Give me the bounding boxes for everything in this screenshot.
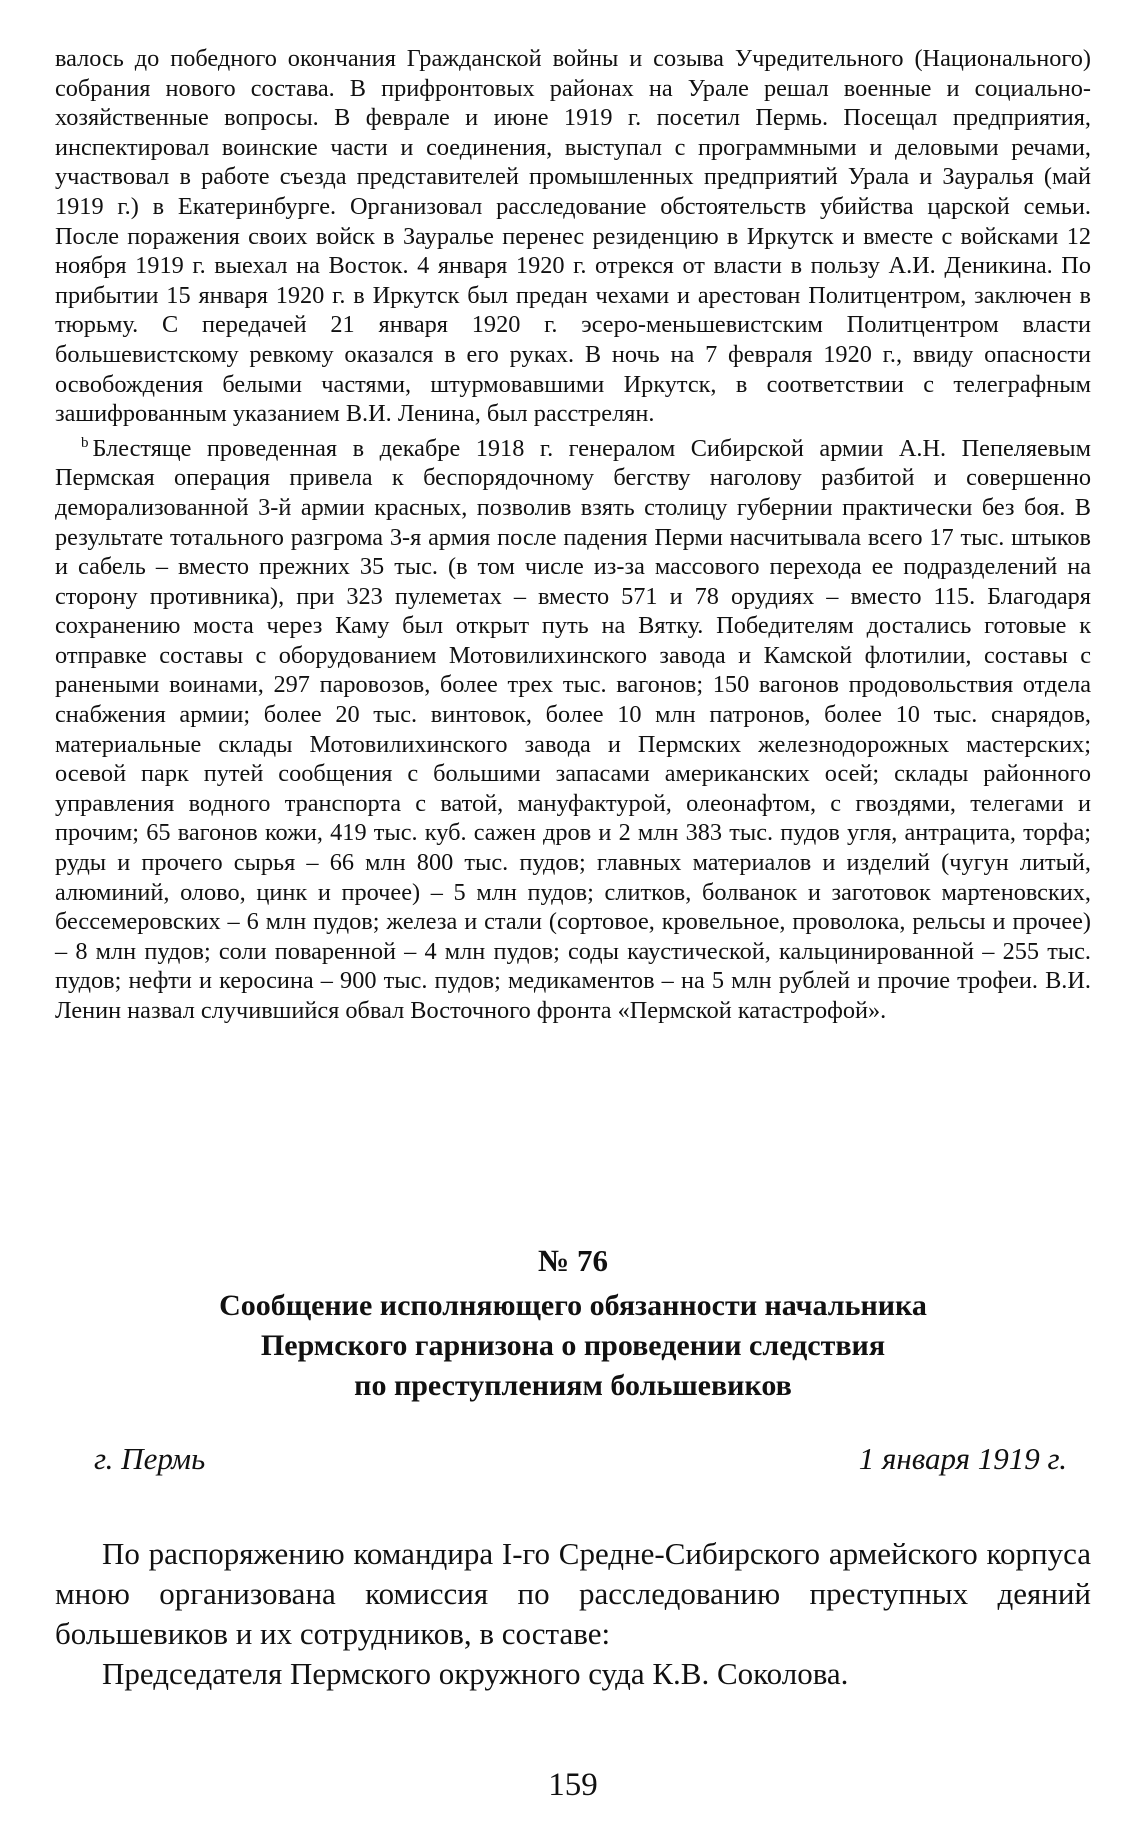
document-number: № 76 (538, 1243, 608, 1278)
document-title-line: Пермского гарнизона о проведении следствия (260, 1329, 886, 1362)
document-body (55, 1534, 1091, 1694)
document-date: 1 января 1919 г. (858, 1441, 1067, 1476)
footnote-continuation: валось до победного окончания Гражданской войны и созыва Учредительного (Национального) собрания нового состава. В прифронтовых районах на Урале решал военные и социально-хозяйственные вопросы. В феврале и июне 1919 г. посетил Пермь. Посещал предприятия, инспектировал воинские части и соединения, выступал с программными и деловыми речами, участвовал в работе съезда представителей промышленных предприятий Урала и Зауралья (май 1919 г.) в Екатеринбурге. Организовал расследование обстоятельств убийства царской семьи. После поражения своих войск в Зауралье перенес резиденцию в Иркутск и вместе с войсками 12 ноября 1919 г. выехал на Восток. 4 января 1920 г. отрекся от власти в пользу А.И. Деникина. По прибытии 15 января 1920 г. в Иркутск был предан чехами и арестован Политцентром, заключен в тюрьму. С передачей 21 января 1920 г. эсеро-меньшевистским Политцентром власти большевистскому ревкому оказался в его руках. В ночь на 7 февраля 1920 г., ввиду опасности освобождения белыми частями, штурмовавшими Иркутск, в соответствии с телеграфным зашифрованным указанием В.И. Ленина, был расстрелян. (55, 45, 1091, 428)
body-paragraph: По распоряжению командира I-го Средне-Сибирского армейского корпуса мною организована комиссия по расследованию преступных деяний большевиков и их сотрудников, в составе: (55, 1536, 1091, 1651)
footnote-marker-b: b (81, 434, 89, 451)
document-place: г. Пермь (94, 1441, 206, 1476)
footnotes (55, 44, 1091, 1026)
page-number: 159 (548, 1767, 598, 1803)
document-header (55, 1242, 1091, 1406)
footnote-b-text: Блестяще проведенная в декабре 1918 г. генералом Сибирской армии А.Н. Пепеляевым Пермская операция привела к беспорядочному бегству наголову разбитой и совершенно деморализованной 3-й армии красных, позволив взять столицу губернии практически без боя. В результате тотального разгрома 3-я армия после падения Перми насчитывала всего 17 тыс. штыков и сабель – вместо прежних 35 тыс. (в том числе из-за массового перехода ее подразделений на сторону противника), при 323 пулеметах – вместо 571 и 78 орудиях – вместо 115. Благодаря сохранению моста через Каму был открыт путь на Вятку. Победителям достались готовые к отправке составы с оборудованием Мотовилихинского завода и Камской флотилии, составы с ранеными воинами, 297 паровозов, более трех тыс. вагонов; 150 вагонов продовольствия отдела снабжения армии; более 20 тыс. винтовок, более 10 млн патронов, более 10 тыс. снарядов, материальные склады Мотовилихинского завода и Пермских железнодорожных мастерских; осевой парк путей сообщения с большими запасами американских осей; склады районного управления водного транспорта с ватой, мануфактурой, олеонафтом, с гвоздями, телегами и прочим; 65 вагонов кожи, 419 тыс. куб. сажен дров и 2 млн 383 тыс. пудов угля, антрацита, торфа; руды и прочего сырья – 66 млн 800 тыс. пудов; главных материалов и изделий (чугун литый, алюминий, олово, цинк и прочее) – 5 млн пудов; слитков, болванок и заготовок мартеновских, бессемеровских – 6 млн пудов; железа и стали (сортовое, кровельное, проволока, рельсы и прочее) – 8 млн пудов; соли поваренной – 4 млн пудов; соды каустической, кальцинированной – 255 тыс. пудов; нефти и керосина – 900 тыс. пудов; медикаментов – на 5 млн рублей и прочие трофеи. В.И. Ленин назвал случившийся обвал Восточного фронта «Пермской катастрофой». (55, 434, 1091, 1024)
document-title-line: по преступлениям большевиков (354, 1369, 792, 1402)
footnote-b (55, 429, 1091, 1026)
dateline (94, 1441, 1067, 1477)
document-title-line: Сообщение исполняющего обязанности начальника (219, 1289, 927, 1322)
document-title (55, 1286, 1091, 1406)
body-paragraph: Председателя Пермского окружного суда К.В. Соколова. (102, 1656, 849, 1691)
